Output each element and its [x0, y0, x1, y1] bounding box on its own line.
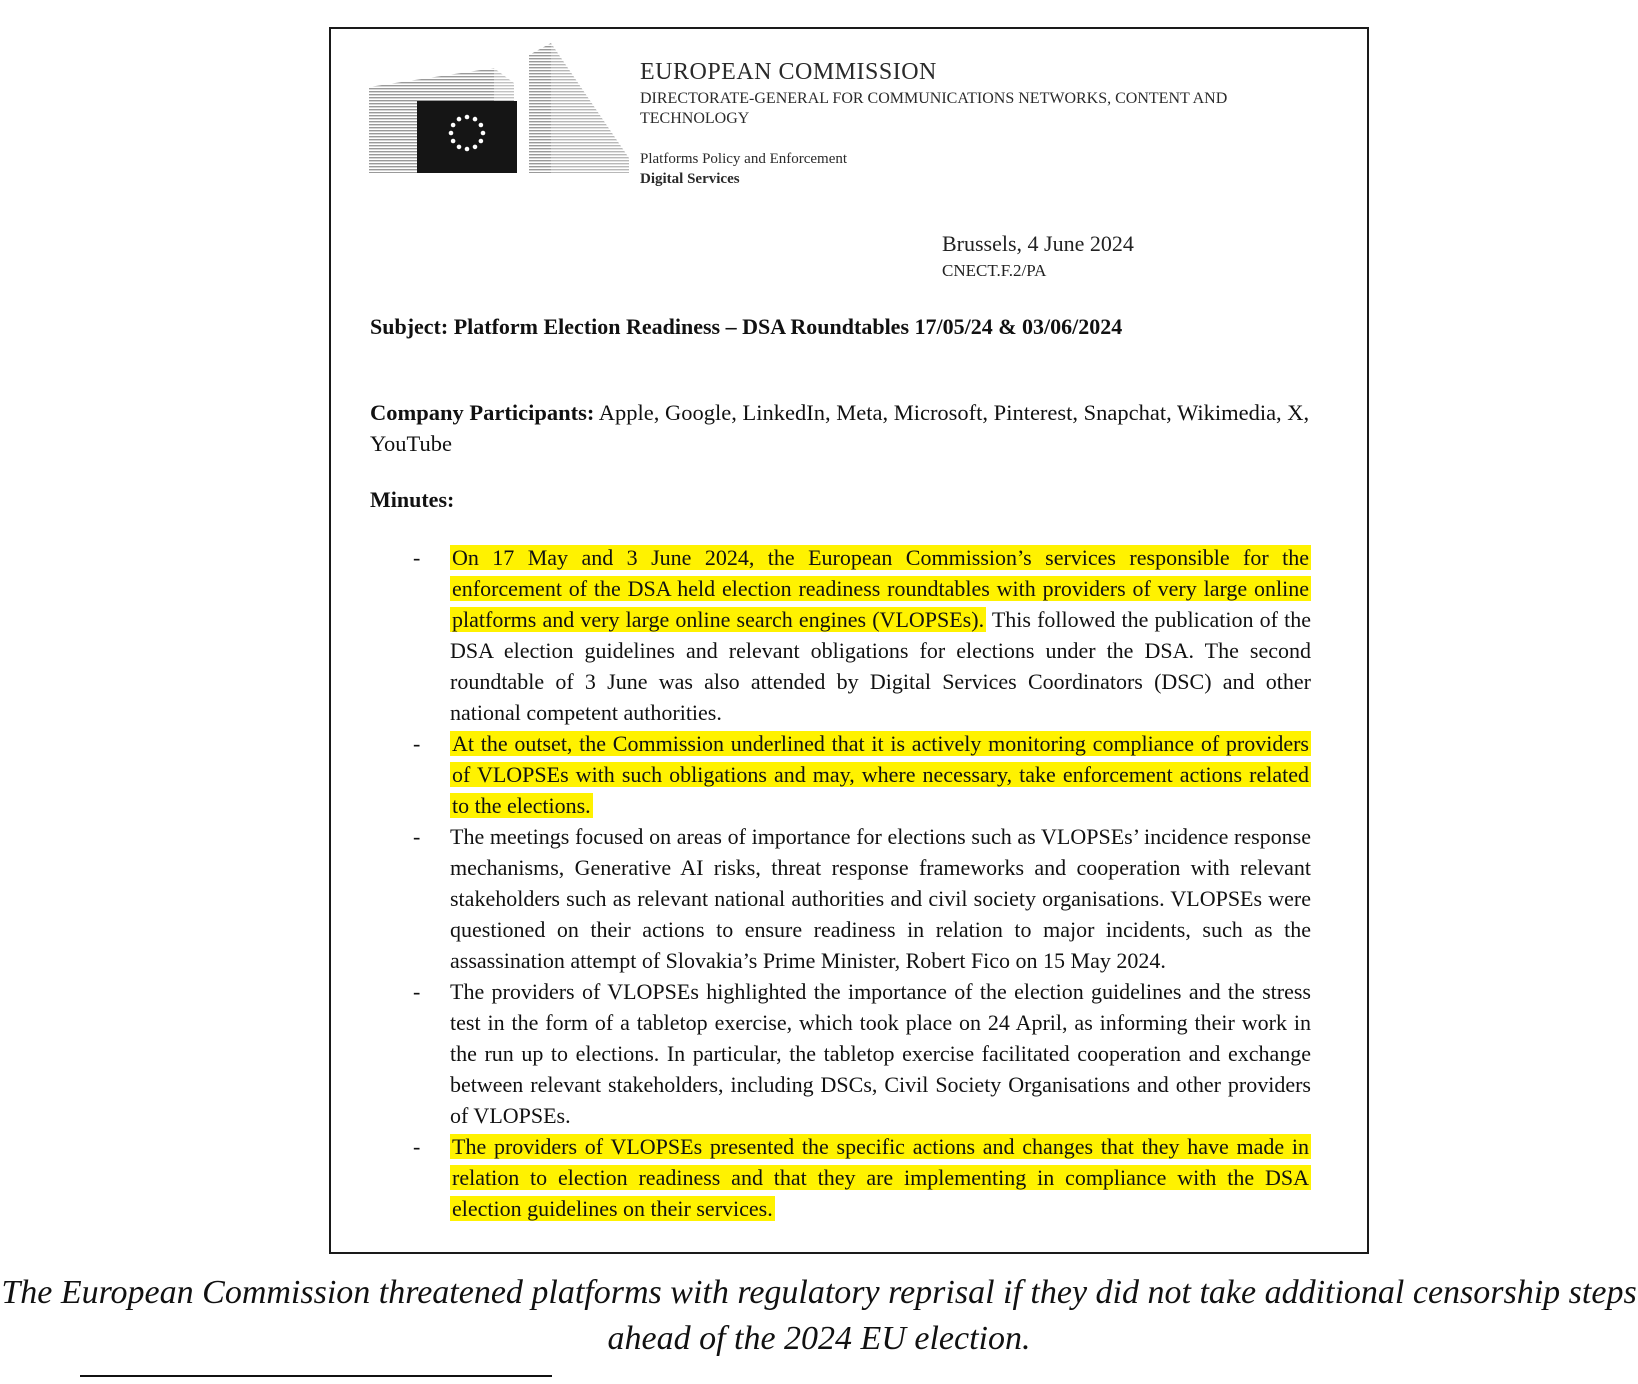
document-page [329, 27, 1369, 1254]
eu-flag-icon [417, 101, 517, 173]
footnote-divider [80, 1375, 552, 1377]
organization-name: EUROPEAN COMMISSION [640, 59, 937, 85]
list-item [331, 542, 1369, 728]
list-item [331, 728, 1369, 821]
directorate-name: DIRECTORATE-GENERAL FOR COMMUNICATIONS NETWORKS, CONTENT AND TECHNOLOGY [640, 90, 1228, 127]
bullet-dash: - [413, 731, 421, 756]
participants-paragraph [370, 397, 1330, 459]
eu-commission-logo-icon [369, 43, 629, 193]
sub-unit-name: Digital Services [640, 171, 740, 187]
date-block [942, 229, 1134, 283]
bullet-text: The meetings focused on areas of importance for elections such as VLOPSEs’ incidence response mechanisms, Generative AI risks, threat response frameworks and cooperation with relevant stakeholders such as relevant national authorities and civil society organisations. VLOPSEs were questioned on their actions to ensure readiness in relation to major incidents, such as the assassination attempt of Slovakia’s Prime Minister, Robert Fico on 15 May 2024. [450, 824, 1311, 973]
participants-label: Company Participants: [370, 400, 595, 425]
reference-code: CNECT.F.2/PA [942, 261, 1047, 280]
bullet-text: The providers of VLOPSEs highlighted the importance of the election guidelines and the stress test in the form of a tabletop exercise, which took place on 24 April, as informing their work in the run up to elections. In particular, the tabletop exercise facilitated cooperation and exchange between relevant stakeholders, including DSCs, Civil Society Organisations and other providers of VLOPSEs. [450, 979, 1311, 1128]
list-item [331, 976, 1369, 1131]
list-item [331, 1131, 1369, 1224]
minutes-list [331, 542, 1369, 1224]
unit-name: Platforms Policy and Enforcement [640, 151, 848, 167]
highlighted-text: At the outset, the Commission underlined that it is actively monitoring compliance of providers of VLOPSEs with such obligations and may, where necessary, take enforcement actions related to the elections. [452, 731, 1309, 818]
bullet-dash: - [413, 545, 421, 570]
bullet-dash: - [413, 1134, 421, 1159]
highlighted-text: On 17 May and 3 June 2024, the European Commission’s services responsible for the enforcement of the DSA held election readiness roundtables with providers of very large online platforms and very large online search engines (VLOPSEs). [452, 545, 1309, 632]
minutes-heading: Minutes: [370, 487, 455, 512]
list-item [331, 821, 1369, 976]
organization-header [640, 57, 1340, 189]
participants-list: Apple, Google, LinkedIn, Meta, Microsoft, Pinterest, Snapchat, Wikimedia, X, YouTube [370, 400, 1310, 456]
bullet-dash: - [413, 824, 421, 849]
highlighted-text: The providers of VLOPSEs presented the specific actions and changes that they have made in relation to election readiness and that they are implementing in compliance with the DSA election guidelines on their services. [452, 1134, 1309, 1221]
bullet-dash: - [413, 979, 421, 1004]
subject-line: Subject: Platform Election Readiness – DSA Roundtables 17/05/24 & 03/06/2024 [370, 314, 1123, 339]
location-date: Brussels, 4 June 2024 [942, 231, 1134, 256]
bullet-text: This followed the publication of the DSA election guidelines and relevant obligations for elections under the DSA. The second roundtable of 3 June was also attended by Digital Services Coordinators (DSC) and other national competent authorities. [450, 607, 1312, 725]
figure-caption: The European Commission threatened platforms with regulatory reprisal if they did not take additional censorship steps ahead of the 2024 EU election. [1, 1274, 1637, 1357]
